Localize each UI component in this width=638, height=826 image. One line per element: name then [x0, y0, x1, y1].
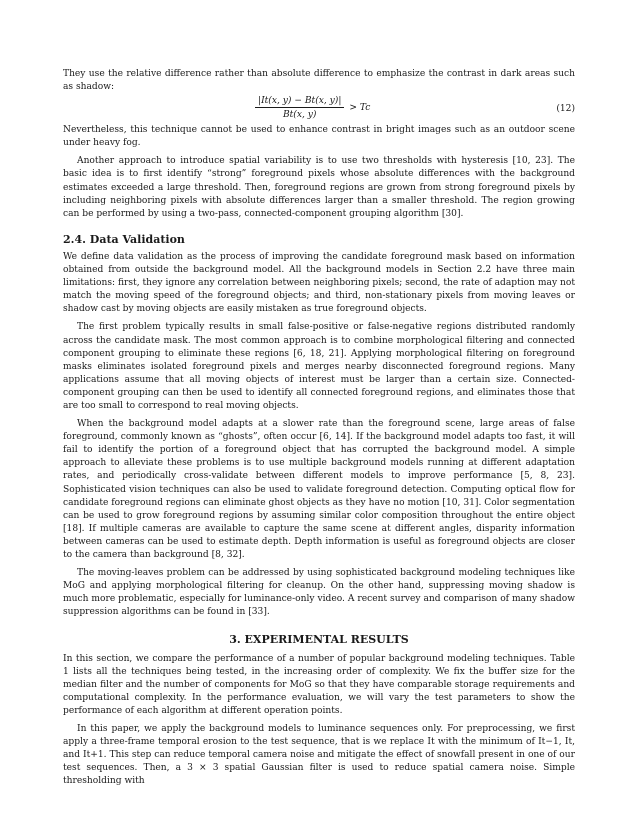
experimental-results-paragraph-1: In this section, we compare the performance of a number of popular background modeling techniques. Table 1 lists all the techniques being tested, in the increasing order of complexity. We fix the buffer size for the median filter and the number of components for MoG so that they have comparable storage requirements and computational complexity. In the performance evaluation, we will vary the test parameters to show the performance of each algorithm at different operation points.: [63, 653, 575, 716]
equation-numerator: |It(x, y) − Bt(x, y)|: [255, 95, 344, 108]
equation-body: [255, 95, 370, 121]
equation-number: (12): [556, 104, 575, 115]
data-validation-paragraph-1: We define data validation as the process of improving the candidate foreground mask based on information obtained from outside the background model. All the background models in Section 2.2 have three main limitations: first, they ignore any correlation between neighboring pixels; second, the rate of adaption may not match the moving speed of the foreground objects; and third, non-stationary pixels from moving leaves or shadow cast by moving objects are easily mistaken as true foreground objects.: [63, 251, 575, 315]
equation-denominator: Bt(x, y): [282, 110, 317, 121]
intro-paragraph: They use the relative difference rather than absolute difference to emphasize the contrast in dark areas such as shadow:: [63, 69, 575, 93]
data-validation-paragraph-4: The moving-leaves problem can be addressed by using sophisticated background modeling techniques like MoG and applying morphological filtering for cleanup. On the other hand, suppressing moving shadow is much more problematic, especially for luminance-only video. A recent survey and comparison of many shadow suppression algorithms can be found in [33].: [63, 568, 575, 618]
section-3-heading: 3. EXPERIMENTAL RESULTS: [229, 633, 409, 647]
data-validation-paragraph-2: The first problem typically results in small false-positive or false-negative regions distributed randomly across the candidate mask. The most common approach is to combine morphological filtering and connected component grouping to eliminate these regions [6, 18, 21]. Applying morphological filtering on foreground masks eliminates isolated foreground pixels and merges nearby disconnected foreground regions. Many applications assume that all moving objects of interest must be larger than a certain size. Connected-component grouping can then be used to identify all connected foreground regions, and eliminates those that are too small to correspond to real moving objects.: [63, 322, 575, 411]
data-validation-paragraph-3: When the background model adapts at a slower rate than the foreground scene, large areas of false foreground, commonly known as “ghosts”, often occur [6, 14]. If the background model adapts too fast, it will fail to identify the portion of a foreground object that has corrupted the background model. A simple approach to alleviate these problems is to use multiple background models running at different adaptation rates, and periodically cross-validate between different models to improve performance [5, 8, 23]. Sophisticated vision techniques can also be used to validate foreground detection. Computing optical flow for candidate foreground regions can eliminate ghost objects as they have no motion [10, 31]. Color segmentation can be used to grow foreground regions by assuming similar color composition throughout the entire object [18]. If multiple cameras are available to capture the same scene at different angles, disparity information between cameras can be used to estimate depth. Depth information is useful as foreground objects are closer to the camera than background [8, 32].: [63, 419, 575, 560]
equation-relation: > Tc: [349, 102, 371, 113]
paper-page: [63, 68, 575, 789]
equation-12: [63, 94, 575, 124]
section-2-4-heading: 2.4. Data Validation: [63, 232, 185, 246]
equation-fraction: [255, 95, 344, 121]
experimental-results-paragraph-2: In this paper, we apply the background models to luminance sequences only. For preprocessing, we first apply a three-frame temporal erosion to the test sequence, that is we replace It with the minimum of It−1, It, and It+1. This step can reduce temporal camera noise and mitigate the effect of snowfall present in one of our test sequences. Then, a 3 × 3 spatial Gaussian filter is used to reduce spatial camera noise. Simple thresholding with: [63, 724, 575, 787]
nevertheless-paragraph: Nevertheless, this technique cannot be used to enhance contrast in bright images such as an outdoor scene under heavy fog.: [63, 125, 575, 149]
hysteresis-paragraph: Another approach to introduce spatial variability is to use two thresholds with hysteresis [10, 23]. The basic idea is to first identify “strong” foreground pixels whose absolute differences with the background estimates exceeded a large threshold. Then, foreground regions are grown from strong foreground pixels by including neighboring pixels with absolute differences larger than a smaller threshold. The region growing can be performed by using a two-pass, connected-component grouping algorithm [30].: [63, 156, 575, 219]
